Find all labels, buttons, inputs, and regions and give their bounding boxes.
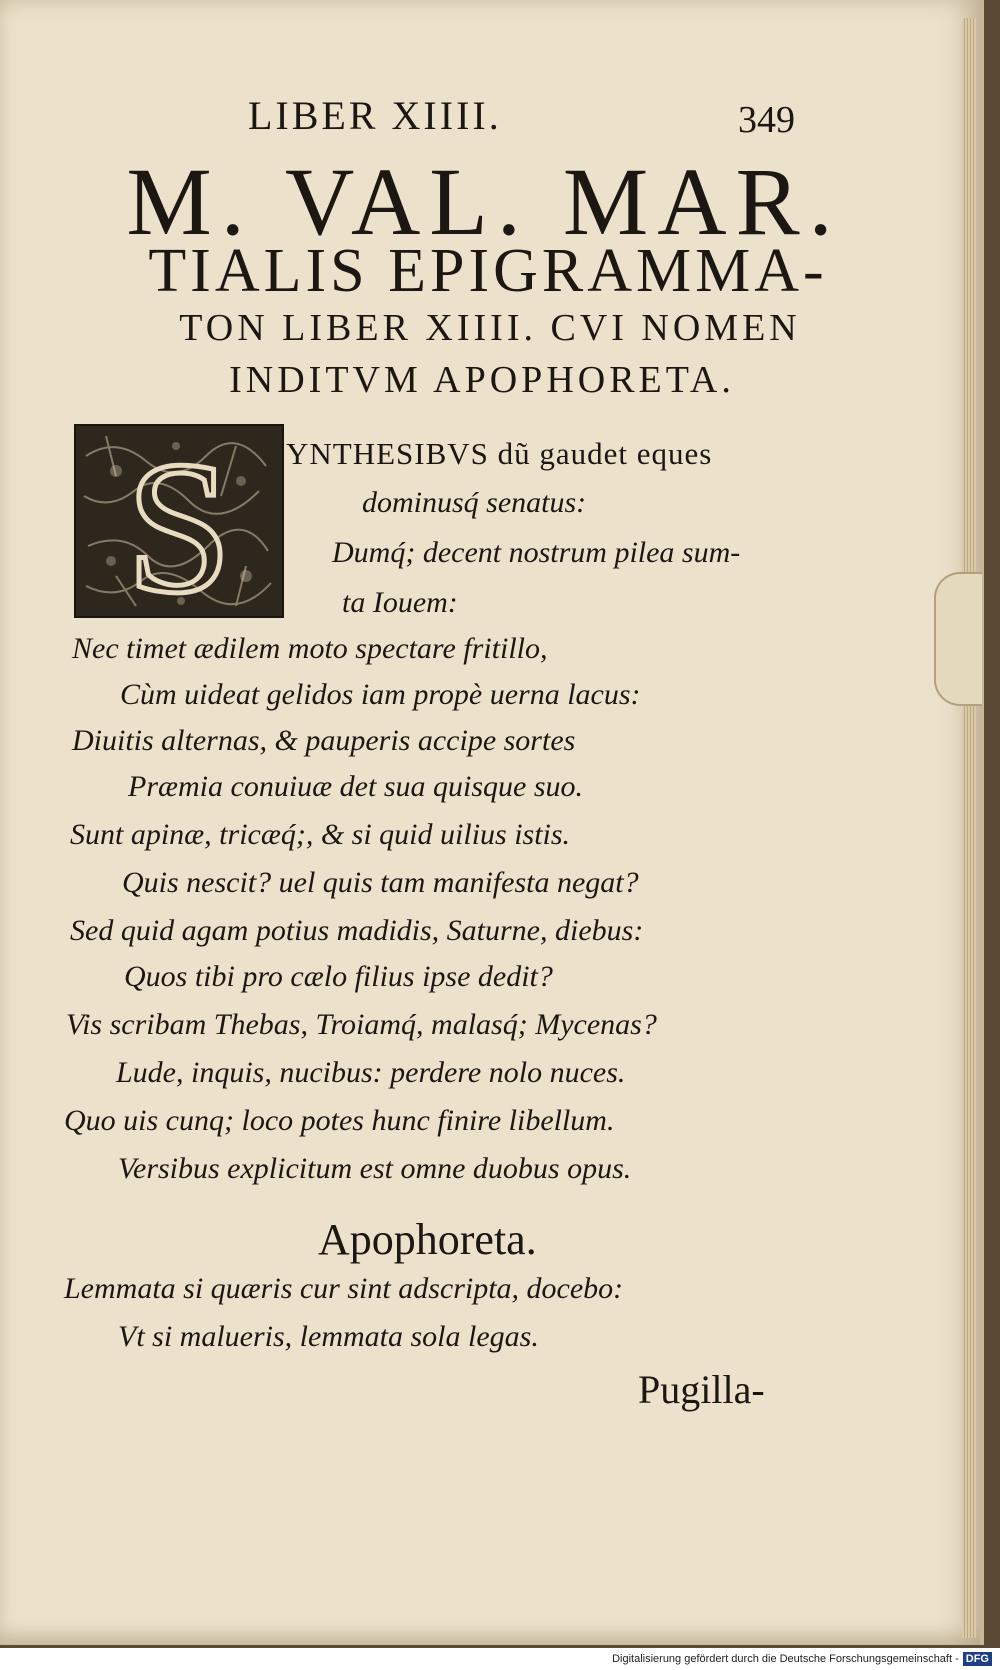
- verse-line: Quos tibi pro cælo filius ipse dedit?: [124, 960, 553, 993]
- verse-line: Sed quid agam potius madidis, Saturne, diebus:: [70, 914, 644, 947]
- decorated-initial-s-icon: [74, 424, 284, 618]
- running-head: LIBER XIIII.: [248, 93, 502, 138]
- verse-line: dominusq́ senatus:: [362, 486, 587, 519]
- verse-line: Nec timet ædilem moto spectare fritillo,: [72, 632, 548, 665]
- section-heading: Apophoreta.: [318, 1215, 537, 1264]
- dfg-logo: DFG: [963, 1652, 992, 1666]
- title-line-4: INDITVM APOPHORETA.: [229, 359, 735, 401]
- title-line-2: TIALIS EPIGRAMMA-: [148, 237, 828, 305]
- verse-line: ta Iouem:: [342, 586, 458, 619]
- verse-line: Quo uis cunq; loco potes hunc finire libellum.: [64, 1104, 615, 1137]
- svg-text:S: S: [126, 426, 232, 616]
- verse-line: Dumq́; decent nostrum pilea sum-: [332, 536, 741, 569]
- credit-text: Digitalisierung gefördert durch die Deutsche Forschungsgemeinschaft -: [612, 1653, 959, 1665]
- catchword: Pugilla-: [638, 1367, 765, 1412]
- title-line-3: TON LIBER XIIII. CVI NOMEN: [179, 307, 801, 349]
- verse-line: Cùm uideat gelidos iam propè uerna lacus:: [120, 678, 641, 711]
- verse-line: Sunt apinæ, tricæq́;, & si quid uilius istis.: [70, 818, 571, 851]
- verse-line: YNTHESIBVS dũ gaudet eques: [286, 436, 713, 471]
- verse-line: Præmia conuiuæ det sua quisque suo.: [128, 770, 583, 803]
- verse-line: Versibus explicitum est omne duobus opus.: [118, 1152, 632, 1185]
- verse-line: Vt si malueris, lemmata sola legas.: [118, 1320, 539, 1353]
- verse-line: Lude, inquis, nucibus: perdere nolo nuces.: [116, 1056, 626, 1089]
- verse-line: Quis nescit? uel quis tam manifesta negat?: [122, 866, 639, 899]
- digitization-credit-bar: [0, 1648, 1000, 1670]
- verse-line: Lemmata si quæris cur sint adscripta, docebo:: [64, 1272, 624, 1305]
- verse-line: Diuitis alternas, & pauperis accipe sortes: [72, 724, 576, 757]
- title-line-1: M. VAL. MAR.: [126, 148, 842, 255]
- verse-line: Vis scribam Thebas, Troiamq́, malasq́; Mycenas?: [66, 1008, 657, 1041]
- page-tab-marker: [934, 572, 982, 706]
- page-number: 349: [738, 99, 795, 141]
